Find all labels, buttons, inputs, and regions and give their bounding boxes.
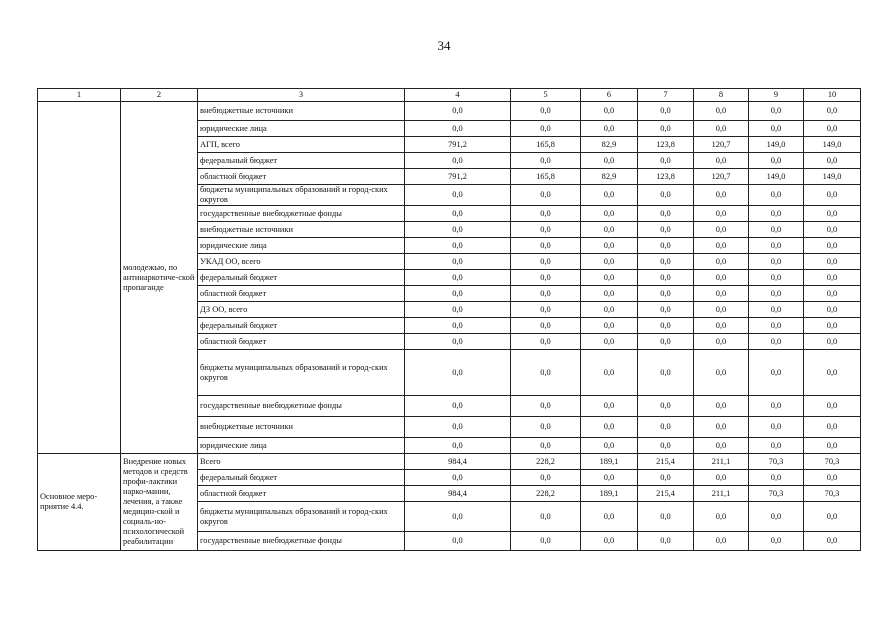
value-cell: 0,0 xyxy=(694,470,749,486)
value-cell: 0,0 xyxy=(749,318,804,334)
value-cell: 0,0 xyxy=(638,121,694,137)
value-cell: 0,0 xyxy=(405,254,511,270)
funding-source-label: областной бюджет xyxy=(198,334,405,350)
value-cell: 0,0 xyxy=(581,417,638,438)
value-cell: 0,0 xyxy=(694,286,749,302)
value-cell: 120,7 xyxy=(694,169,749,185)
value-cell: 0,0 xyxy=(405,286,511,302)
value-cell: 0,0 xyxy=(749,417,804,438)
value-cell: 165,8 xyxy=(511,169,581,185)
value-cell: 0,0 xyxy=(749,238,804,254)
value-cell: 0,0 xyxy=(804,121,861,137)
description-cell: молодежью, по антинаркотиче-ской пропаганде xyxy=(121,102,198,454)
value-cell: 0,0 xyxy=(804,502,861,532)
value-cell: 0,0 xyxy=(804,206,861,222)
value-cell: 0,0 xyxy=(511,334,581,350)
value-cell: 0,0 xyxy=(694,254,749,270)
funding-source-label: областной бюджет xyxy=(198,486,405,502)
value-cell: 0,0 xyxy=(511,270,581,286)
activity-cell: Основное меро-приятие 4.4. xyxy=(38,454,121,551)
value-cell: 791,2 xyxy=(405,137,511,153)
value-cell: 149,0 xyxy=(804,137,861,153)
header-cell: 9 xyxy=(749,89,804,102)
value-cell: 0,0 xyxy=(638,302,694,318)
value-cell: 0,0 xyxy=(405,206,511,222)
value-cell: 0,0 xyxy=(694,121,749,137)
funding-source-label: юридические лица xyxy=(198,121,405,137)
funding-source-label: государственные внебюджетные фонды xyxy=(198,206,405,222)
value-cell: 0,0 xyxy=(405,153,511,169)
value-cell: 0,0 xyxy=(804,318,861,334)
value-cell: 0,0 xyxy=(638,102,694,121)
value-cell: 149,0 xyxy=(749,169,804,185)
value-cell: 0,0 xyxy=(581,396,638,417)
value-cell: 0,0 xyxy=(511,470,581,486)
value-cell: 0,0 xyxy=(511,121,581,137)
value-cell: 0,0 xyxy=(405,318,511,334)
value-cell: 0,0 xyxy=(694,532,749,551)
value-cell: 189,1 xyxy=(581,454,638,470)
value-cell: 0,0 xyxy=(405,121,511,137)
value-cell: 0,0 xyxy=(581,350,638,396)
funding-source-label: федеральный бюджет xyxy=(198,153,405,169)
value-cell: 0,0 xyxy=(405,502,511,532)
value-cell: 0,0 xyxy=(405,350,511,396)
value-cell: 0,0 xyxy=(804,238,861,254)
funding-source-label: федеральный бюджет xyxy=(198,318,405,334)
funding-source-label: областной бюджет xyxy=(198,286,405,302)
value-cell: 0,0 xyxy=(749,286,804,302)
value-cell: 82,9 xyxy=(581,169,638,185)
value-cell: 0,0 xyxy=(694,417,749,438)
value-cell: 0,0 xyxy=(804,302,861,318)
value-cell: 0,0 xyxy=(804,286,861,302)
value-cell: 0,0 xyxy=(511,254,581,270)
value-cell: 0,0 xyxy=(511,318,581,334)
value-cell: 0,0 xyxy=(694,238,749,254)
header-cell: 7 xyxy=(638,89,694,102)
value-cell: 0,0 xyxy=(581,286,638,302)
value-cell: 0,0 xyxy=(511,206,581,222)
value-cell: 0,0 xyxy=(405,417,511,438)
value-cell: 0,0 xyxy=(638,286,694,302)
value-cell: 0,0 xyxy=(405,185,511,206)
value-cell: 0,0 xyxy=(581,238,638,254)
value-cell: 0,0 xyxy=(804,532,861,551)
value-cell: 0,0 xyxy=(804,270,861,286)
value-cell: 0,0 xyxy=(804,417,861,438)
value-cell: 0,0 xyxy=(804,185,861,206)
value-cell: 0,0 xyxy=(405,302,511,318)
value-cell: 0,0 xyxy=(405,270,511,286)
value-cell: 228,2 xyxy=(511,454,581,470)
funding-source-label: УКАД ОО, всего xyxy=(198,254,405,270)
header-cell: 4 xyxy=(405,89,511,102)
value-cell: 0,0 xyxy=(694,350,749,396)
value-cell: 0,0 xyxy=(581,153,638,169)
value-cell: 0,0 xyxy=(581,302,638,318)
value-cell: 123,8 xyxy=(638,137,694,153)
value-cell: 0,0 xyxy=(511,396,581,417)
value-cell: 211,1 xyxy=(694,454,749,470)
funding-source-label: государственные внебюджетные фонды xyxy=(198,396,405,417)
value-cell: 0,0 xyxy=(581,334,638,350)
value-cell: 0,0 xyxy=(581,254,638,270)
value-cell: 0,0 xyxy=(581,185,638,206)
value-cell: 149,0 xyxy=(749,137,804,153)
value-cell: 0,0 xyxy=(638,470,694,486)
funding-source-label: АГП, всего xyxy=(198,137,405,153)
value-cell: 0,0 xyxy=(749,470,804,486)
value-cell: 0,0 xyxy=(804,350,861,396)
value-cell: 984,4 xyxy=(405,454,511,470)
description-cell: Внедрение новых методов и средств профи-лактики нарко-мании, лечения, а также медицин-ской и социаль-но-психологической реабилитации xyxy=(121,454,198,551)
value-cell: 0,0 xyxy=(749,206,804,222)
value-cell: 0,0 xyxy=(638,532,694,551)
header-cell: 5 xyxy=(511,89,581,102)
value-cell: 0,0 xyxy=(581,121,638,137)
value-cell: 0,0 xyxy=(405,438,511,454)
value-cell: 0,0 xyxy=(694,185,749,206)
value-cell: 228,2 xyxy=(511,486,581,502)
value-cell: 0,0 xyxy=(511,438,581,454)
header-cell: 1 xyxy=(38,89,121,102)
value-cell: 0,0 xyxy=(638,270,694,286)
value-cell: 0,0 xyxy=(694,206,749,222)
funding-source-label: бюджеты муниципальных образований и город-ских округов xyxy=(198,502,405,532)
page-number: 34 xyxy=(437,38,451,53)
value-cell: 0,0 xyxy=(581,532,638,551)
header-cell: 2 xyxy=(121,89,198,102)
value-cell: 82,9 xyxy=(581,137,638,153)
value-cell: 0,0 xyxy=(511,502,581,532)
header-cell: 6 xyxy=(581,89,638,102)
value-cell: 70,3 xyxy=(804,486,861,502)
value-cell: 0,0 xyxy=(694,438,749,454)
value-cell: 0,0 xyxy=(694,396,749,417)
value-cell: 70,3 xyxy=(749,454,804,470)
value-cell: 0,0 xyxy=(804,396,861,417)
value-cell: 0,0 xyxy=(638,238,694,254)
funding-source-label: внебюджетные источники xyxy=(198,222,405,238)
header-cell: 10 xyxy=(804,89,861,102)
value-cell: 0,0 xyxy=(749,153,804,169)
value-cell: 0,0 xyxy=(749,270,804,286)
funding-source-label: бюджеты муниципальных образований и город-ских округов xyxy=(198,350,405,396)
header-cell: 8 xyxy=(694,89,749,102)
funding-source-label: областной бюджет xyxy=(198,169,405,185)
funding-source-label: ДЗ ОО, всего xyxy=(198,302,405,318)
value-cell: 0,0 xyxy=(405,396,511,417)
value-cell: 0,0 xyxy=(638,222,694,238)
funding-source-label: внебюджетные источники xyxy=(198,417,405,438)
value-cell: 0,0 xyxy=(581,270,638,286)
activity-cell xyxy=(38,102,121,454)
value-cell: 0,0 xyxy=(804,102,861,121)
value-cell: 0,0 xyxy=(694,270,749,286)
value-cell: 0,0 xyxy=(804,470,861,486)
value-cell: 0,0 xyxy=(694,334,749,350)
value-cell: 0,0 xyxy=(749,438,804,454)
value-cell: 0,0 xyxy=(581,102,638,121)
value-cell: 0,0 xyxy=(749,302,804,318)
value-cell: 0,0 xyxy=(511,102,581,121)
value-cell: 0,0 xyxy=(694,318,749,334)
value-cell: 0,0 xyxy=(405,102,511,121)
funding-source-label: Всего xyxy=(198,454,405,470)
value-cell: 0,0 xyxy=(638,185,694,206)
value-cell: 120,7 xyxy=(694,137,749,153)
value-cell: 0,0 xyxy=(581,206,638,222)
value-cell: 0,0 xyxy=(511,302,581,318)
value-cell: 0,0 xyxy=(804,334,861,350)
funding-source-label: государственные внебюджетные фонды xyxy=(198,532,405,551)
funding-source-label: федеральный бюджет xyxy=(198,270,405,286)
table-row xyxy=(38,102,861,121)
value-cell: 0,0 xyxy=(405,238,511,254)
value-cell: 70,3 xyxy=(749,486,804,502)
value-cell: 0,0 xyxy=(511,417,581,438)
value-cell: 0,0 xyxy=(749,121,804,137)
value-cell: 0,0 xyxy=(511,532,581,551)
value-cell: 123,8 xyxy=(638,169,694,185)
value-cell: 0,0 xyxy=(511,153,581,169)
header-cell: 3 xyxy=(198,89,405,102)
value-cell: 0,0 xyxy=(694,102,749,121)
value-cell: 215,4 xyxy=(638,486,694,502)
value-cell: 0,0 xyxy=(638,254,694,270)
value-cell: 0,0 xyxy=(694,302,749,318)
value-cell: 0,0 xyxy=(405,532,511,551)
value-cell: 0,0 xyxy=(804,254,861,270)
value-cell: 0,0 xyxy=(749,532,804,551)
value-cell: 0,0 xyxy=(638,318,694,334)
value-cell: 0,0 xyxy=(749,222,804,238)
value-cell: 0,0 xyxy=(581,222,638,238)
value-cell: 0,0 xyxy=(804,222,861,238)
table-row xyxy=(38,454,861,470)
value-cell: 215,4 xyxy=(638,454,694,470)
value-cell: 165,8 xyxy=(511,137,581,153)
value-cell: 0,0 xyxy=(511,185,581,206)
value-cell: 984,4 xyxy=(405,486,511,502)
value-cell: 0,0 xyxy=(638,350,694,396)
value-cell: 0,0 xyxy=(638,438,694,454)
value-cell: 0,0 xyxy=(405,470,511,486)
funding-source-label: юридические лица xyxy=(198,438,405,454)
value-cell: 0,0 xyxy=(749,185,804,206)
value-cell: 0,0 xyxy=(804,153,861,169)
value-cell: 0,0 xyxy=(749,396,804,417)
value-cell: 0,0 xyxy=(638,153,694,169)
value-cell: 0,0 xyxy=(749,102,804,121)
funding-source-label: федеральный бюджет xyxy=(198,470,405,486)
value-cell: 0,0 xyxy=(581,318,638,334)
funding-source-label: бюджеты муниципальных образований и город-ских округов xyxy=(198,185,405,206)
value-cell: 0,0 xyxy=(581,470,638,486)
value-cell: 149,0 xyxy=(804,169,861,185)
value-cell: 0,0 xyxy=(511,286,581,302)
value-cell: 0,0 xyxy=(694,222,749,238)
value-cell: 0,0 xyxy=(694,153,749,169)
value-cell: 0,0 xyxy=(638,396,694,417)
value-cell: 0,0 xyxy=(749,334,804,350)
value-cell: 0,0 xyxy=(581,438,638,454)
value-cell: 0,0 xyxy=(694,502,749,532)
value-cell: 0,0 xyxy=(749,254,804,270)
value-cell: 0,0 xyxy=(638,502,694,532)
value-cell: 0,0 xyxy=(511,238,581,254)
value-cell: 0,0 xyxy=(638,206,694,222)
value-cell: 70,3 xyxy=(804,454,861,470)
value-cell: 0,0 xyxy=(638,417,694,438)
header-row xyxy=(38,89,861,102)
value-cell: 0,0 xyxy=(511,350,581,396)
value-cell: 0,0 xyxy=(511,222,581,238)
funding-source-label: внебюджетные источники xyxy=(198,102,405,121)
funding-source-label: юридические лица xyxy=(198,238,405,254)
value-cell: 0,0 xyxy=(581,502,638,532)
value-cell: 0,0 xyxy=(749,502,804,532)
value-cell: 791,2 xyxy=(405,169,511,185)
value-cell: 189,1 xyxy=(581,486,638,502)
budget-table xyxy=(37,88,861,551)
value-cell: 0,0 xyxy=(804,438,861,454)
value-cell: 0,0 xyxy=(405,334,511,350)
value-cell: 0,0 xyxy=(638,334,694,350)
value-cell: 0,0 xyxy=(749,350,804,396)
value-cell: 0,0 xyxy=(405,222,511,238)
value-cell: 211,1 xyxy=(694,486,749,502)
